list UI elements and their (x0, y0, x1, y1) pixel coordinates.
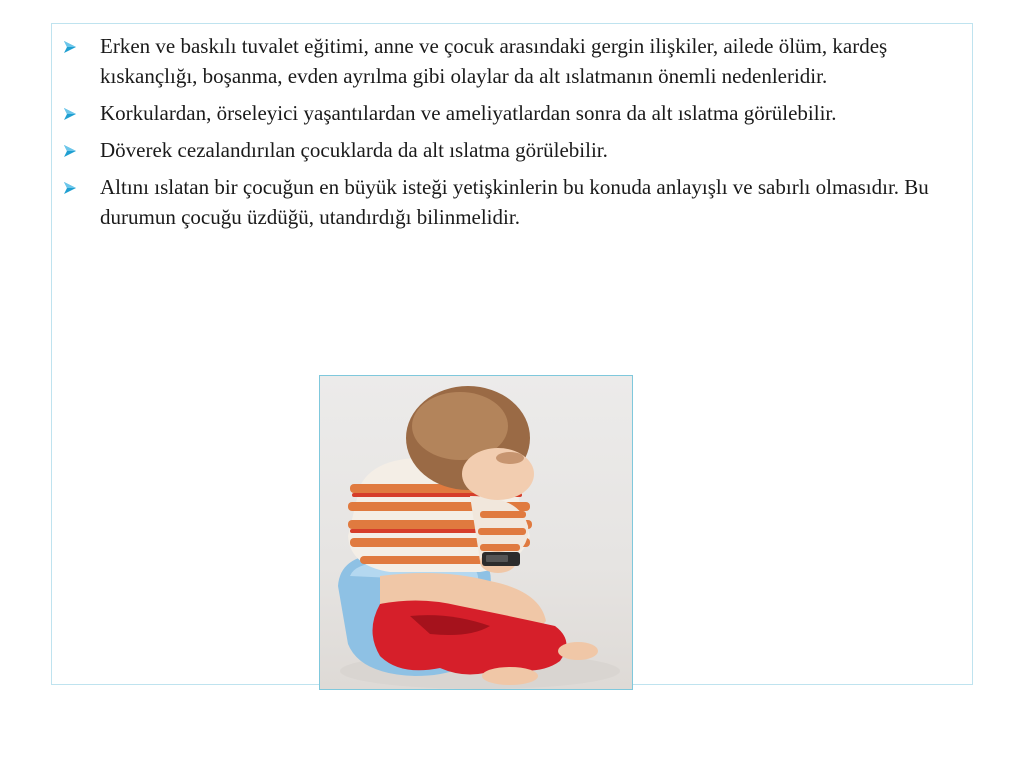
bullet-item (63, 135, 943, 165)
bullet-text: Erken ve baskılı tuvalet eğitimi, anne ve çocuk arasındaki gergin ilişkiler, ailede ölüm, kardeş kıskançlığı, boşanma, evden ayrılma gibi olaylar da alt ıslatmanın önemli nedenleridir. (100, 34, 888, 88)
arrow-bullet-icon (63, 107, 77, 121)
bullet-text: Altını ıslatan bir çocuğun en büyük isteği yetişkinlerin bu konuda anlayışlı ve sabırlı olmasıdır. Bu durumun çocuğu üzdüğü, utandırdığı bilinmelidir. (100, 175, 929, 229)
arrow-bullet-icon (63, 181, 77, 195)
bullet-item (63, 31, 943, 91)
bullet-text: Korkulardan, örseleyici yaşantılardan ve ameliyatlardan sonra da alt ıslatma görülebilir. (100, 101, 837, 125)
bullet-list (63, 31, 943, 239)
bullet-item (63, 172, 943, 232)
child-illustration (320, 376, 632, 689)
child-on-potty-photo (319, 375, 633, 690)
bullet-text: Döverek cezalandırılan çocuklarda da alt ıslatma görülebilir. (100, 138, 608, 162)
arrow-bullet-icon (63, 40, 77, 54)
arrow-bullet-icon (63, 144, 77, 158)
bullet-item (63, 98, 943, 128)
